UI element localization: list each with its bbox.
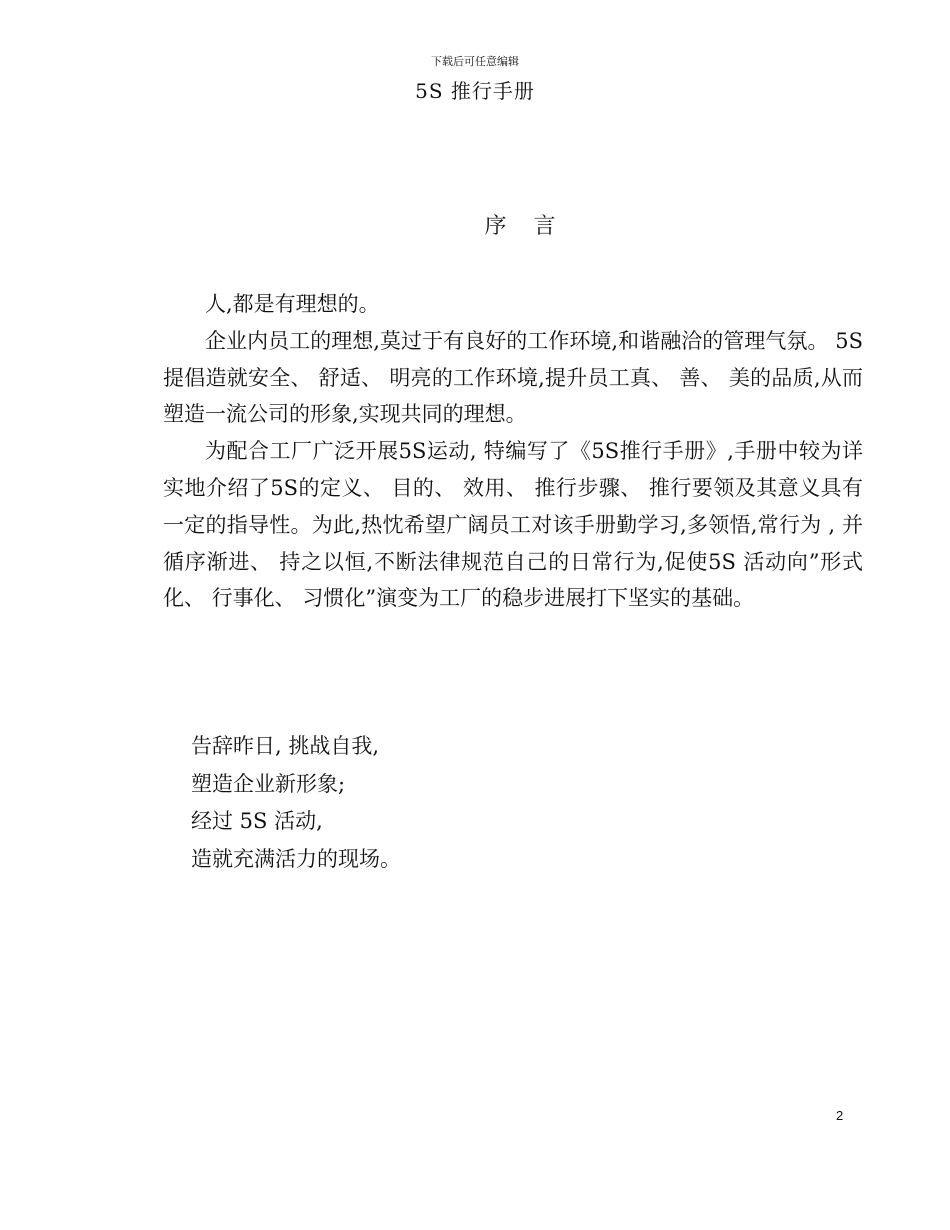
slogan-line-4: 造就充满活力的现场。: [191, 846, 401, 871]
preface-paragraph-2: 企业内员工的理想,莫过于有良好的工作环境,和谐融洽的管理气氛。 5S提倡造就安全、 舒适、 明亮的工作环境,提升员工真、 善、 美的品质,从而塑造一流公司的形象,实现共同的理想。: [163, 328, 863, 427]
section-heading: 序 言: [484, 214, 566, 239]
slogan-line-3: 经过 5S 活动,: [191, 809, 323, 833]
slogan-line-1: 告辞昨日, 挑战自我,: [191, 734, 380, 758]
page-number: 2: [836, 1108, 844, 1123]
slogan-verse: [191, 728, 791, 878]
preface-body: [163, 286, 863, 617]
header-note: 下载后可任意编辑: [431, 55, 519, 68]
document-title: 5S 推行手册: [415, 79, 535, 103]
preface-paragraph-3: 为配合工厂广泛开展5S运动, 特编写了《5S推行手册》,手册中较为详实地介绍了5S的定义、 目的、 效用、 推行步骤、 推行要领及其意义具有一定的指导性。为此,热忱希望广阔员工对该手册勤学习,多领悟,常行为 , 并循序渐进、 持之以恒,不断法律规范自己的日常行为,促使5S 活动向”形式化、 行事化、 习惯化”演变为工厂的稳步进展打下坚实的基础。: [163, 439, 863, 611]
slogan-line-2: 塑造企业新形象;: [191, 771, 346, 796]
preface-paragraph-1: 人,都是有理想的。: [205, 292, 380, 316]
